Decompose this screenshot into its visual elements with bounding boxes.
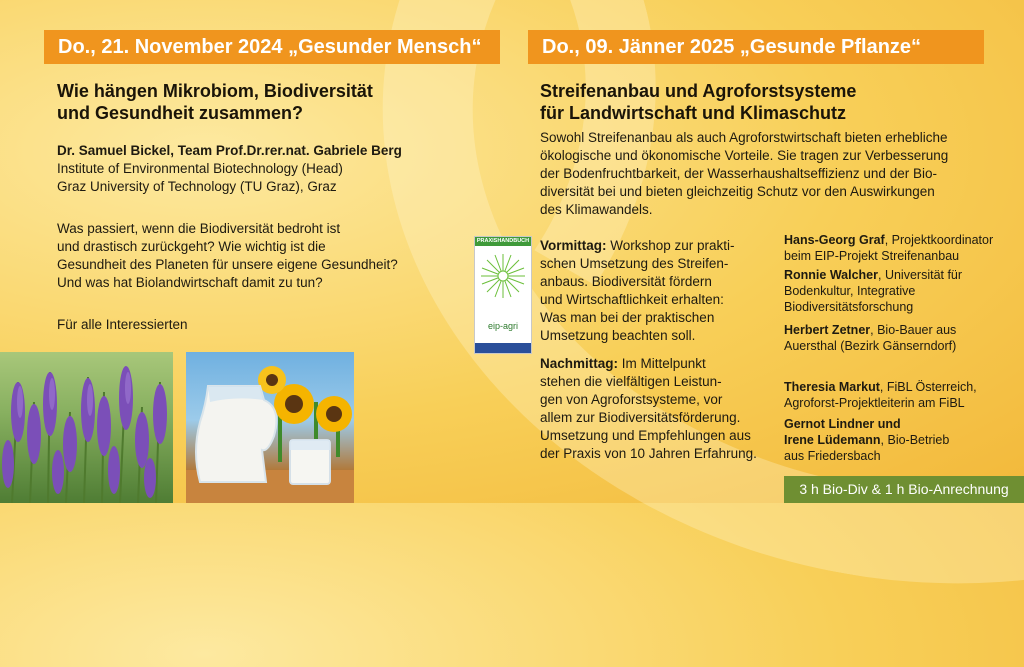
text-line: Umsetzung und Empfehlungen aus: [540, 428, 751, 443]
speaker-name: Ronnie Walcher: [784, 268, 878, 282]
flyer-footer: [475, 343, 531, 353]
speaker-role: Auersthal (Bezirk Gänserndorf): [784, 339, 957, 353]
eip-agri-handbook-thumbnail: [474, 236, 532, 354]
speaker-block-left: [57, 142, 402, 196]
speaker-role: aus Friedersbach: [784, 449, 881, 463]
date-banner-left: Do., 21. November 2024 „Gesunder Mensch“: [44, 30, 500, 64]
text-line: und Wirtschaftlichkeit erhalten:: [540, 292, 724, 307]
flyer-header: PRAXISHANDBUCH: [476, 238, 530, 244]
text-line: des Klimawandels.: [540, 202, 653, 217]
speaker-role: Agroforst-Projektleiterin am FiBL: [784, 396, 965, 410]
milk-sunflower-photo: [186, 352, 354, 503]
date-banner-right: Do., 09. Jänner 2025 „Gesunde Pflanze“: [528, 30, 984, 64]
speaker-role: Biodiversitätsforschung: [784, 300, 914, 314]
intro-right: [540, 129, 948, 219]
nachmittag-block: [540, 355, 757, 463]
speaker-name: Gernot Lindner und: [784, 417, 901, 431]
speaker-credit: [784, 267, 1019, 315]
heading-line: und Gesundheit zusammen?: [57, 103, 304, 123]
description-left: [57, 220, 398, 292]
milk-jug-image: [186, 352, 354, 503]
text-line: allem zur Biodiversitätsförderung.: [540, 410, 741, 425]
text-line: Und was hat Biolandwirtschaft damit zu tun?: [57, 275, 323, 290]
speaker-role: , Universität für: [878, 268, 963, 282]
speaker-affiliation: Graz University of Technology (TU Graz), Graz: [57, 179, 337, 194]
text-line: Umsetzung beachten soll.: [540, 328, 696, 343]
credit-hours-badge: 3 h Bio-Div & 1 h Bio-Anrechnung: [784, 476, 1024, 503]
text-line: anbaus. Biodiversität fördern: [540, 274, 712, 289]
text-line: Sowohl Streifenanbau als auch Agroforstwirtschaft bieten erhebliche: [540, 130, 948, 145]
text-line: stehen die vielfältigen Leistun-: [540, 374, 722, 389]
speaker-role: , FiBL Österreich,: [879, 380, 977, 394]
heading-line: Wie hängen Mikrobiom, Biodiversität: [57, 81, 373, 101]
speaker-name: Irene Lüdemann: [784, 433, 881, 447]
text-line: diversität bei und bieten gleichzeitig Schutz vor den Auswirkungen: [540, 184, 935, 199]
lavender-photo: [0, 352, 173, 503]
speaker-role: Bodenkultur, Integrative: [784, 284, 916, 298]
text-line: gen von Agroforstsysteme, vor: [540, 392, 723, 407]
text-line: ökologische und ökonomische Vorteile. Sie tragen zur Verbesserung: [540, 148, 949, 163]
speaker-name: Dr. Samuel Bickel, Team Prof.Dr.rer.nat. Gabriele Berg: [57, 143, 402, 158]
speaker-role: , Projektkoordinator: [884, 233, 994, 247]
heading-line: Streifenanbau und Agroforstsysteme: [540, 81, 857, 101]
text-line: schen Umsetzung des Streifen-: [540, 256, 729, 271]
eip-agri-logo-icon: [475, 246, 531, 316]
speaker-role: , Bio-Betrieb: [880, 433, 950, 447]
speaker-affiliation: Institute of Environmental Biotechnology (Head): [57, 161, 343, 176]
speaker-credit: [784, 232, 1019, 264]
lavender-image: [0, 352, 173, 503]
speaker-role: , Bio-Bauer aus: [870, 323, 957, 337]
speaker-name: Hans-Georg Graf: [784, 233, 885, 247]
text-line: der Praxis von 10 Jahren Erfahrung.: [540, 446, 757, 461]
nachmittag-label: Nachmittag:: [540, 356, 619, 371]
speaker-credit: [784, 322, 1019, 354]
heading-left: [57, 80, 373, 124]
text-line: und drastisch zurückgeht? Wie wichtig ist die: [57, 239, 326, 254]
speaker-name: Herbert Zetner: [784, 323, 871, 337]
heading-line: für Landwirtschaft und Klimaschutz: [540, 103, 847, 123]
vormittag-block: [540, 237, 735, 345]
audience-note: Für alle Interessierten: [57, 317, 188, 332]
text-line: der Bodenfruchtbarkeit, der Wasserhaushaltseffizienz und der Bio-: [540, 166, 937, 181]
speaker-credit: [784, 379, 1019, 411]
flyer-logo-text: eip-agri: [487, 321, 518, 331]
text-line: Gesundheit des Planeten für unsere eigene Gesundheit?: [57, 257, 398, 272]
text-line: Im Mittelpunkt: [621, 356, 706, 371]
speaker-role: beim EIP-Projekt Streifenanbau: [784, 249, 960, 263]
vormittag-label: Vormittag:: [540, 238, 607, 253]
heading-right: [540, 80, 856, 124]
text-line: Was passiert, wenn die Biodiversität bedroht ist: [57, 221, 341, 236]
text-line: Was man bei der praktischen: [540, 310, 715, 325]
speaker-credit: [784, 416, 1019, 464]
speaker-name: Theresia Markut: [784, 380, 880, 394]
text-line: Workshop zur prakti-: [610, 238, 735, 253]
